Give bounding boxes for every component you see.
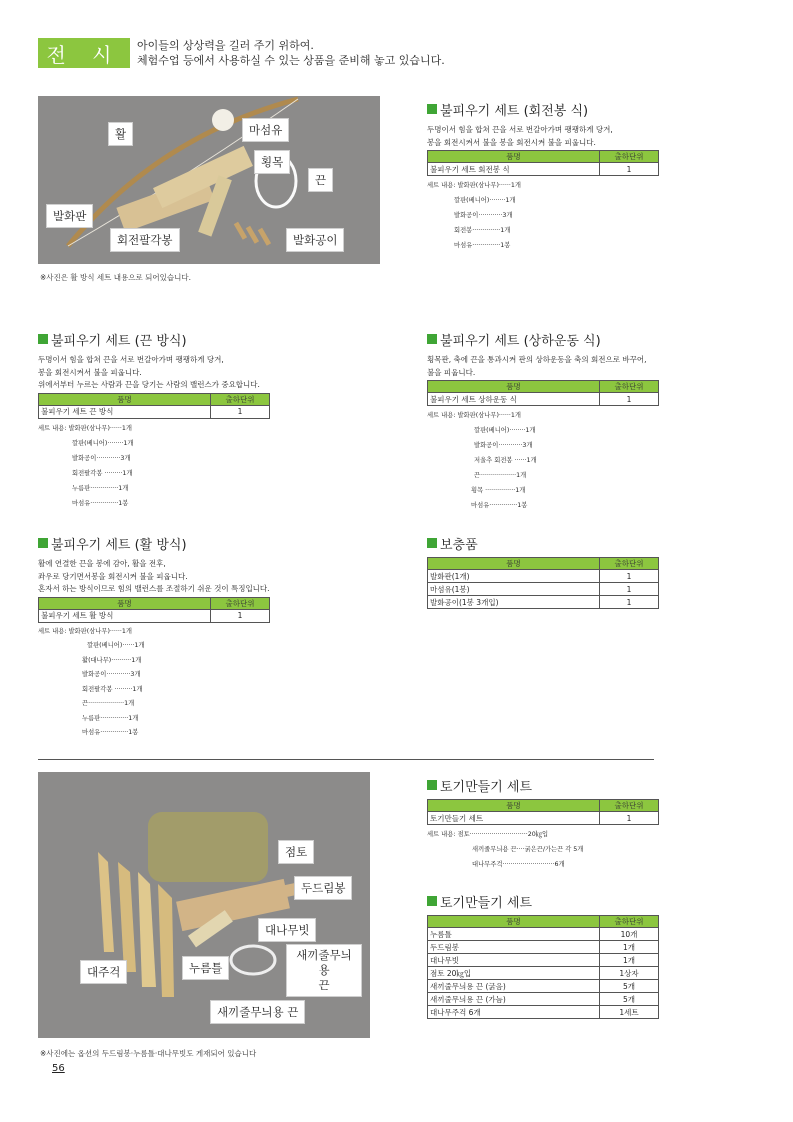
- section-description: 횡목판, 축에 끈을 통과시켜 판의 상하운동을 축의 회전으로 바꾸어, 불을 피웁니다.: [427, 355, 647, 377]
- table-row: 누름틀 10개: [428, 928, 659, 941]
- photo-label-press: 누름틀: [182, 956, 229, 980]
- set-contents: 세트 내용: 발화판(삼나무)······1개 깔판(베니어)········1개 발화공이············3개 저울추 회전봉 ······1개 끈··················1개 횡목 ···············1개 마섬유··············1봉: [427, 412, 537, 509]
- bullet-square-icon: [427, 538, 437, 548]
- section-title: 토기만들기 세트: [427, 892, 659, 910]
- section-description: 두명이서 힘을 합쳐 끈을 서로 번갈아가며 팽팽하게 당겨, 봉을 회전시켜서 불을 피웁니다. 위에서부터 누르는 사람과 끈을 당기는 사람의 밸런스가 중요합니다.: [38, 355, 260, 389]
- table-row: 불피우기 세트 활 방식 1: [39, 609, 270, 622]
- photo-label-bow: 활: [108, 122, 133, 146]
- bullet-square-icon: [427, 334, 437, 344]
- photo-label-string: 끈: [308, 168, 333, 192]
- table-row: 발화공이(1봉 3개입) 1: [428, 596, 659, 609]
- photo-label-spatula: 대주걱: [80, 960, 127, 984]
- table-header-row: 품명 출하단위: [428, 558, 659, 570]
- table-row: 대나무주걱 6개 1세트: [428, 1006, 659, 1019]
- table-row: 불피우기 세트 끈 방식 1: [39, 405, 270, 418]
- photo-label-clay: 점토: [278, 840, 314, 864]
- product-table: [427, 557, 659, 609]
- table-header-row: 품명 출하단위: [428, 381, 659, 393]
- section-pottery-1: [427, 776, 659, 872]
- product-table: [427, 915, 659, 1019]
- header-description: [137, 38, 445, 68]
- fire-set-photo: [38, 96, 380, 264]
- page-number: 56: [52, 1063, 65, 1074]
- table-row: 발화판(1개) 1: [428, 570, 659, 583]
- photo-label-firestick: 발화공이: [286, 228, 344, 252]
- photo-label-rope-bottom: 새끼줄무늬용 끈: [210, 1000, 305, 1024]
- photo2-caption: ※사진에는 옵션의 두드림봉·누름틀·대나무빗도 게재되어 있습니다: [40, 1049, 257, 1058]
- table-row: 새끼줄무늬용 끈 (굵음) 5개: [428, 980, 659, 993]
- section-description: 활에 연결한 끈을 봉에 감아, 활을 전후, 좌우로 당기면서봉을 회전시켜 불을 피웁니다. 혼자서 하는 방식이므로 힘의 밸런스를 조절하기 쉬운 것이 특징입니다.: [38, 559, 270, 593]
- set-contents: 세트 내용: 발화판(삼나무)······1개 깔판(베니어)········1개 발화공이············3개 회전봉··············1개 마섬유··············1봉: [427, 182, 521, 249]
- product-table: [38, 393, 270, 419]
- section-title: 불피우기 세트 (끈 방식): [38, 330, 270, 348]
- section-bow: [38, 534, 270, 741]
- section-supplies: [427, 534, 659, 609]
- table-row: 대나무빗 1개: [428, 954, 659, 967]
- section-title: 토기만들기 세트: [427, 776, 659, 794]
- table-row: 두드림봉 1개: [428, 941, 659, 954]
- pottery-set-photo: [38, 772, 370, 1038]
- table-row: 점토 20㎏입 1상자: [428, 967, 659, 980]
- header-line-1: 아이들의 상상력을 길러 주기 위하여.: [137, 39, 314, 52]
- header-line-2: 체험수업 등에서 사용하실 수 있는 상품을 준비해 놓고 있습니다.: [137, 54, 445, 67]
- photo-label-rope: 새끼줄무늬용 끈: [286, 944, 362, 997]
- table-row: 불피우기 세트 상하운동 식 1: [428, 393, 659, 406]
- bullet-square-icon: [427, 104, 437, 114]
- photo1-caption: ※사진은 활 방식 세트 내용으로 되어있습니다.: [40, 273, 191, 282]
- product-table: [427, 799, 659, 825]
- section-divider: [38, 759, 654, 760]
- section-title: 보충품: [427, 534, 659, 552]
- table-header-row: 품명 출하단위: [39, 597, 270, 609]
- product-table: [427, 380, 659, 406]
- photo-label-crossbar: 횡목: [254, 150, 290, 174]
- photo-label-fireboard: 발화판: [46, 204, 93, 228]
- bullet-square-icon: [427, 780, 437, 790]
- set-contents: 세트 내용: 발화판(삼나무)······1개 깔판(베니어)········1개 발화공이············3개 회전팔각봉 ·········1개 누름판··············1개 마섬유··············1봉: [38, 424, 134, 507]
- section-title: 불피우기 세트 (상하운동 식): [427, 330, 659, 348]
- section-description: 두명이서 힘을 합쳐 끈을 서로 번갈아가며 팽팽하게 당겨, 봉을 회전시켜서 불을 봉을 회전시켜 불을 피웁니다.: [427, 125, 613, 147]
- photo-label-fiber: 마섬유: [242, 118, 289, 142]
- section-updown: [427, 330, 659, 513]
- section-title: 불피우기 세트 (회전봉 식): [427, 100, 659, 118]
- bullet-square-icon: [38, 538, 48, 548]
- section-title: 불피우기 세트 (활 방식): [38, 534, 270, 552]
- section-string: [38, 330, 270, 511]
- bullet-square-icon: [427, 896, 437, 906]
- table-row: 새끼줄무늬용 끈 (가늠) 5개: [428, 993, 659, 1006]
- table-header-row: 품명 출하단위: [428, 916, 659, 928]
- table-header-row: 품명 출하단위: [39, 393, 270, 405]
- pottery-set-illustration: [38, 772, 370, 1038]
- section-pottery-2: [427, 892, 659, 1019]
- table-row: 불피우기 세트 회전봉 식 1: [428, 163, 659, 176]
- table-row: 마섬유(1봉) 1: [428, 583, 659, 596]
- product-table: [38, 597, 270, 623]
- section-rotary: [427, 100, 659, 253]
- set-contents: 세트 내용: 점토·····························20㎏입 새끼줄무늬용 끈····굵은끈/가는끈 각 5개 대나무주걱··························6개: [427, 831, 584, 868]
- set-contents: 세트 내용: 발화판(삼나무)······1개 깔판(베니어)······1개 활(대나무)··········1개 발화공이············3개 회전팔각봉 ·········1개 끈··················1개 누름판··············1개 마섬유··············1봉: [38, 627, 145, 736]
- section-badge: 전 시: [38, 38, 130, 68]
- photo-label-drill: 회전팔각봉: [110, 228, 180, 252]
- table-header-row: 품명 출하단위: [428, 151, 659, 163]
- table-row: 토기만들기 세트 1: [428, 812, 659, 825]
- photo-label-paddle: 두드림봉: [294, 876, 352, 900]
- bullet-square-icon: [38, 334, 48, 344]
- table-header-row: 품명 출하단위: [428, 800, 659, 812]
- photo-label-comb: 대나무빗: [258, 918, 316, 942]
- product-table: [427, 150, 659, 176]
